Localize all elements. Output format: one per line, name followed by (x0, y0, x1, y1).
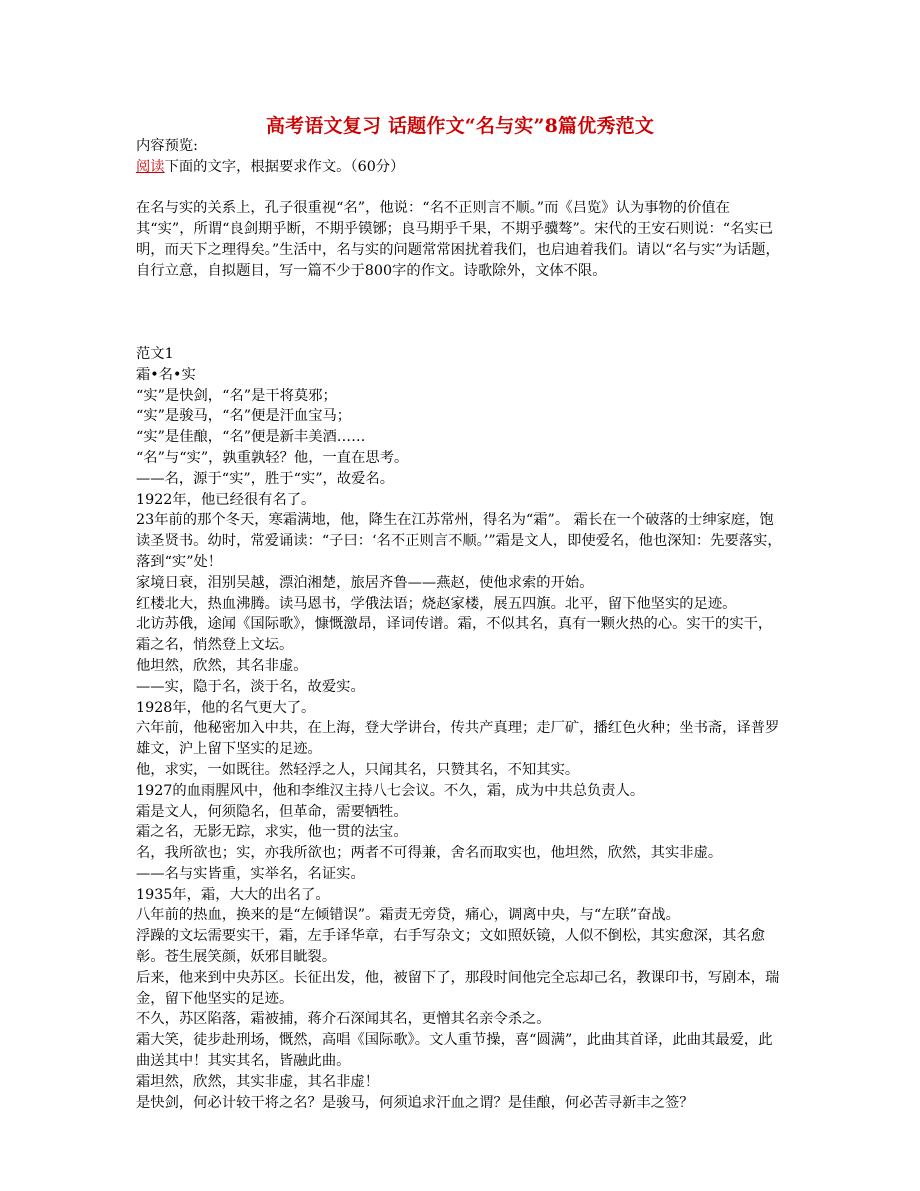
essay-line: 霜大笑，徒步赴刑场，慨然，高唱《国际歌》。文人重节操，喜“圆满”，此曲其首译，此曲其最爱，此曲送其中！其实其名，皆融此曲。 (136, 1032, 773, 1070)
essay-line: 不久，苏区陷落，霜被捕，蒋介石深闻其名，更憎其名亲令杀之。 (136, 1011, 551, 1028)
spacer (136, 282, 786, 324)
essay-line: “实”是骏马，“名”便是汗血宝马； (136, 408, 352, 425)
essay-line: 1928年，他的名气更大了。 (136, 699, 316, 716)
prompt-body: 在名与实的关系上，孔子很重视“名”，他说：“名不正则言不顺。”而《吕览》认为事物的价值在其“实”，所谓“良剑期乎断，不期乎镆铘；良马期乎千果，不期乎骥骜”。宋代的王安石则说：“名实已明，而天下之理得矣。”生活中，名与实的问题常常困扰着我们，也启迪着我们。请以“名与实”为话题，自行立意，自拟题目，写一篇不少于800字的作文。诗歌除外，文体不限。 (136, 200, 780, 279)
essay-line: 是快剑，何必计较干将之名？是骏马，何须追求汗血之谓？是佳酿，何必苦寻新丰之签？ (136, 1094, 694, 1111)
essay-line: 红楼北大，热血沸腾。读马恩书，学俄法语；烧赵家楼，展五四旗。北平，留下他坚实的足迹。 (136, 595, 737, 612)
essay-line: 八年前的热血，换来的是“左倾错误”。霜责无旁贷，痛心，调离中央，与“左联”奋战。 (136, 907, 680, 924)
essay-line: “实”是快剑，“名”是干将莫邪； (136, 387, 337, 404)
essay-line: “名”与“实”，孰重孰轻？他，一直在思考。 (136, 449, 409, 466)
essay-line: 他坦然，欣然，其名非虚。 (136, 657, 308, 674)
essay-line: 霜•名•实 (136, 366, 196, 383)
essay-line: ——名与实皆重，实举名，名证实。 (136, 865, 365, 882)
essay-line: 浮躁的文坛需要实干，霜，左手译华章，右手写杂文；文如照妖镜，人似不倒松，其实愈深，其名愈彰。苍生展笑颜，妖邪目眦裂。 (136, 928, 766, 966)
essay-line: 1935年，霜，大大的出名了。 (136, 886, 330, 903)
essay-line: 霜是文人，何须隐名，但革命，需要牺牲。 (136, 803, 408, 820)
prompt-intro-text: 下面的文字，根据要求作文。（60分） (164, 158, 405, 175)
spacer (136, 178, 786, 199)
essay-line: 北访苏俄，途闻《国际歌》，慷慨激昂，译词传谱。霜，不似其名，真有一颗火热的心。实干的实干，霜之名，悄然登上文坛。 (136, 616, 773, 654)
essay-line: 1922年，他已经很有名了。 (136, 491, 316, 508)
document-body (136, 136, 786, 1113)
document-title: 高考语文复习 话题作文“名与实”8篇优秀范文 (265, 115, 655, 137)
essay-line: 23年前的那个冬天，寒霜满地，他，降生在江苏常州，得名为“霜”。 霜长在一个破落的士绅家庭，饱读圣贤书。幼时，常爱诵读：“子曰：‘名不正则言不顺。’”霜是文人，即使爱名，他也深知：先要落实，落到“实”处！ (136, 512, 782, 570)
essay-text (136, 365, 786, 1114)
read-link[interactable]: 阅读 (136, 158, 165, 175)
essay-line: 后来，他来到中央苏区。长征出发，他，被留下了，那段时间他完全忘却己名，教课印书，写剧本，瑞金，留下他坚实的足迹。 (136, 969, 780, 1007)
essay-line: ——实，隐于名，淡于名，故爱实。 (136, 678, 365, 695)
essay-line: 六年前，他秘密加入中共，在上海，登大学讲台，传共产真理；走厂矿，播红色火种；坐书斋，译普罗雄文，沪上留下坚实的足迹。 (136, 720, 780, 758)
essay-line: ——名，源于“实”，胜于“实”，故爱名。 (136, 470, 394, 487)
essay-label: 范文1 (136, 345, 174, 362)
essay-line: “实”是佳酿，“名”便是新丰美酒…… (136, 429, 366, 446)
essay-line: 名，我所欲也；实，亦我所欲也；两者不可得兼，舍名而取实也，他坦然，欣然，其实非虚。 (136, 845, 723, 862)
preview-label: 内容预览: (136, 138, 199, 154)
prompt-intro (136, 157, 786, 178)
essay-line: 霜坦然，欣然，其实非虚，其名非虚！ (136, 1073, 380, 1090)
essay-line: 1927的血雨腥风中，他和李维汉主持八七会议。不久，霜，成为中共总负责人。 (136, 782, 645, 799)
essay-line: 他，求实，一如既往。然轻浮之人，只闻其名，只赞其名，不知其实。 (136, 761, 580, 778)
spacer (136, 323, 786, 344)
essay-line: 霜之名，无影无踪，求实，他一贯的法宝。 (136, 824, 408, 841)
essay-line: 家境日衰，泪别吴越，漂泊湘楚，旅居齐鲁——燕赵，使他求索的开始。 (136, 574, 594, 591)
